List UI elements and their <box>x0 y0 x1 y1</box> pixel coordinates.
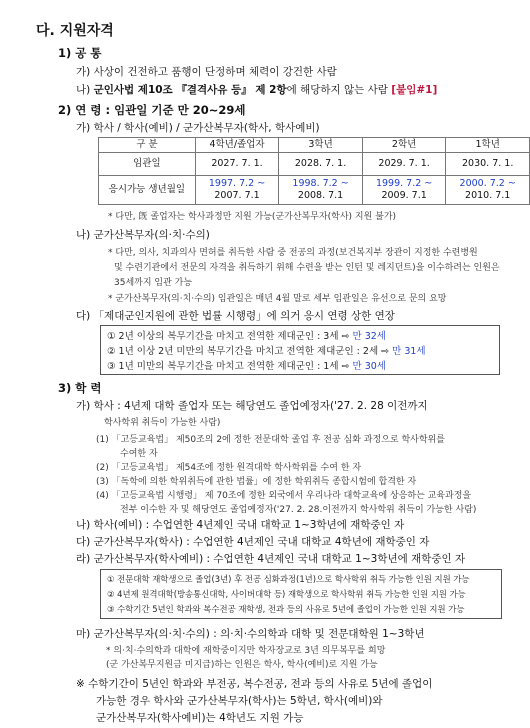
common-heading: 1) 공 통 <box>58 46 102 60</box>
education-item-c: 다) 군가산복무자(학사) : 수업연한 4년제인 국내 대학교 4학년에 재학중인 자 <box>76 536 430 548</box>
education-footnote-l2: 가능한 경우 학사와 군가산복무자(학사)는 5학년, 학사(예비)와 <box>96 695 383 707</box>
education-item-e: 마) 군가산복무자(의·치·수의) : 의·치·수의학과 대학 및 전문대학원 1~3학년 <box>76 628 425 640</box>
education-subitem: (3) 「독학에 의한 학위취득에 관한 법률」에 정한 학위취득 종합시험에 합격한 자 <box>96 477 417 487</box>
education-footnote-l3: 군가산복무자(학사예비)는 4학년도 지원 가능 <box>96 712 304 724</box>
veteran-extension-line: ③ 1년 미만의 복무기간을 마치고 전역한 제대군인 : 1세 ⇨ 만 30세 <box>107 361 386 372</box>
table-cell: 2028. 7. 1. <box>279 153 363 176</box>
age-note-residency-l2: 및 수련기관에서 전문의 자격을 취득하기 위해 수련을 받는 인턴 및 레지던트)을 이수하려는 인원은 <box>114 263 500 273</box>
age-note-residency-l1: * 다만, 의사, 치과의사 면허를 취득한 사람 중 전공의 과정(보건복지부 장관이 지정한 수련병원 <box>108 248 478 258</box>
table-header-cell: 3학년 <box>279 138 363 153</box>
common-item-b-suffix: 에 해당하지 않는 사람 <box>286 84 392 96</box>
common-item-b <box>76 82 437 97</box>
birth-range-start: 1997. 7.2 ~ <box>208 178 266 189</box>
education-item-d: 라) 군가산복무자(학사예비) : 수업연한 4년제인 국내 대학교 1~3학년에 재학중인 자 <box>76 553 466 565</box>
table-header-row <box>99 138 530 153</box>
birth-range-end: 2007. 7.1 <box>214 190 260 201</box>
attachment-ref[interactable]: [붙임#1] <box>391 84 438 96</box>
extended-age: 만 30세 <box>352 361 386 372</box>
eligible-cases-box <box>100 569 502 619</box>
table-row-label: 응시가능 생년월일 <box>99 176 196 205</box>
education-subitem: 수여한 자 <box>120 449 158 459</box>
age-item-b: 나) 군가산복무자(의·치·수의) <box>76 229 210 241</box>
eligible-case-line: ① 전문대학 재학생으로 졸업(3년) 후 전공 심화과정(1년)으로 학사학위 취득 가능한 인원 지원 가능 <box>107 574 470 584</box>
commission-date-table <box>98 137 530 205</box>
veteran-age-extension-box <box>100 325 500 375</box>
birth-range-start: 1999. 7.2 ~ <box>375 178 433 189</box>
table-row <box>99 153 530 176</box>
education-subitem: 전부 이수한 자 및 해당연도 졸업예정자('27. 2. 28.이전까지 학사학위 취득이 가능한 사람) <box>120 505 477 515</box>
common-item-b-prefix: 나) <box>76 84 94 96</box>
education-subitem: (2) 「고등교육법」 제54조에 정한 원격대학 학사학위를 수여 한 자 <box>96 463 362 473</box>
age-note-commission-date: * 군가산복무자(의·치·수의) 임관일은 매년 4월 말로 세부 임관일은 유선으로 문의 요망 <box>108 294 447 304</box>
education-footnote-l1: ※ 수학기간이 5년인 학과와 부전공, 복수전공, 전과 등의 사유로 5년에 졸업이 <box>76 678 433 690</box>
education-item-e-note1: * 의·치·수의학과 대학에 재학중이지만 학자장교로 3년 의무복무를 희망 <box>106 646 386 656</box>
eligible-case-line: ③ 수학기간 5년인 학과와 복수전공 재학생, 전과 등의 사유로 5년에 졸업이 가능한 인원 지원 가능 <box>107 604 465 614</box>
section-title: 다. 지원자격 <box>36 23 114 39</box>
education-item-a-l2: 학사학위 취득이 가능한 사람) <box>104 418 221 428</box>
table-header-cell: 2학년 <box>362 138 446 153</box>
education-subitem: (4) 「고등교육법 시행령」 제 70조에 정한 외국에서 우리나라 대학교육에 상응하는 교육과정을 <box>96 491 472 501</box>
table-cell <box>195 176 279 205</box>
table-cell <box>279 176 363 205</box>
table-header-cell: 구 분 <box>99 138 196 153</box>
table-header-cell: 1학년 <box>446 138 530 153</box>
eligible-case-line: ② 4년제 원격대학(방송통신대학, 사이버대학 등) 재학생으로 학사학위 취득 가능한 인원 지원 가능 <box>107 589 466 599</box>
education-item-a-l1: 가) 학사 : 4년제 대학 졸업자 또는 해당연도 졸업예정자('27. 2. 28 이전까지 <box>76 400 428 412</box>
age-note-graduate: * 다만, 旣 졸업자는 학사과정만 지원 가능(군가산복무자(학사) 지원 불가) <box>108 212 397 222</box>
veteran-extension-line: ① 2년 이상의 복무기간을 마치고 전역한 제대군인 : 3세 ⇨ 만 32세 <box>107 331 386 342</box>
age-item-c: 다) 「제대군인지원에 관한 법률 시행령」에 의거 응시 연령 상한 연장 <box>76 310 395 322</box>
common-item-a: 가) 사상이 건전하고 품행이 단정하며 체력이 강건한 사람 <box>76 66 337 78</box>
extended-age: 만 31세 <box>392 346 426 357</box>
education-item-e-note2: (군 가산복무지원금 미지급)하는 인원은 학사, 학사(예비)로 지원 가능 <box>106 660 378 670</box>
extended-age: 만 32세 <box>352 331 386 342</box>
age-item-a: 가) 학사 / 학사(예비) / 군가산복무자(학사, 학사예비) <box>76 122 320 134</box>
age-note-residency-l3: 35세까지 임관 가능 <box>114 278 193 288</box>
birth-range-end: 2010. 7.1 <box>465 190 511 201</box>
education-subitem: (1) 「고등교육법」 제50조의 2에 정한 전문대학 졸업 후 전공 심화 과정으로 학사학위를 <box>96 435 445 445</box>
table-row-label: 임관일 <box>99 153 196 176</box>
birth-range-start: 1998. 7.2 ~ <box>292 178 349 189</box>
table-header-cell: 4학년/졸업자 <box>195 138 279 153</box>
education-item-b: 나) 학사(예비) : 수업연한 4년제인 국내 대학교 1~3학년에 재학중인 자 <box>76 519 405 531</box>
birth-range-end: 2008. 7.1 <box>297 190 344 201</box>
birth-range-start: 2000. 7.2 ~ <box>459 178 516 189</box>
table-row <box>99 176 530 205</box>
table-cell: 2029. 7. 1. <box>362 153 446 176</box>
common-item-b-law: 군인사법 제10조 『결격사유 등』 제 2항 <box>93 84 287 96</box>
education-heading: 3) 학 력 <box>58 381 102 395</box>
birth-range-end: 2009. 7.1 <box>381 190 427 201</box>
veteran-extension-line: ② 1년 이상 2년 미만의 복무기간을 마치고 전역한 제대군인 : 2세 ⇨ 만 31세 <box>107 346 426 357</box>
table-cell: 2027. 7. 1. <box>195 153 279 176</box>
table-cell: 2030. 7. 1. <box>446 153 530 176</box>
table-cell <box>362 176 446 205</box>
age-heading: 2) 연 령 : 임관일 기준 만 20~29세 <box>58 103 246 117</box>
table-cell <box>446 176 530 205</box>
